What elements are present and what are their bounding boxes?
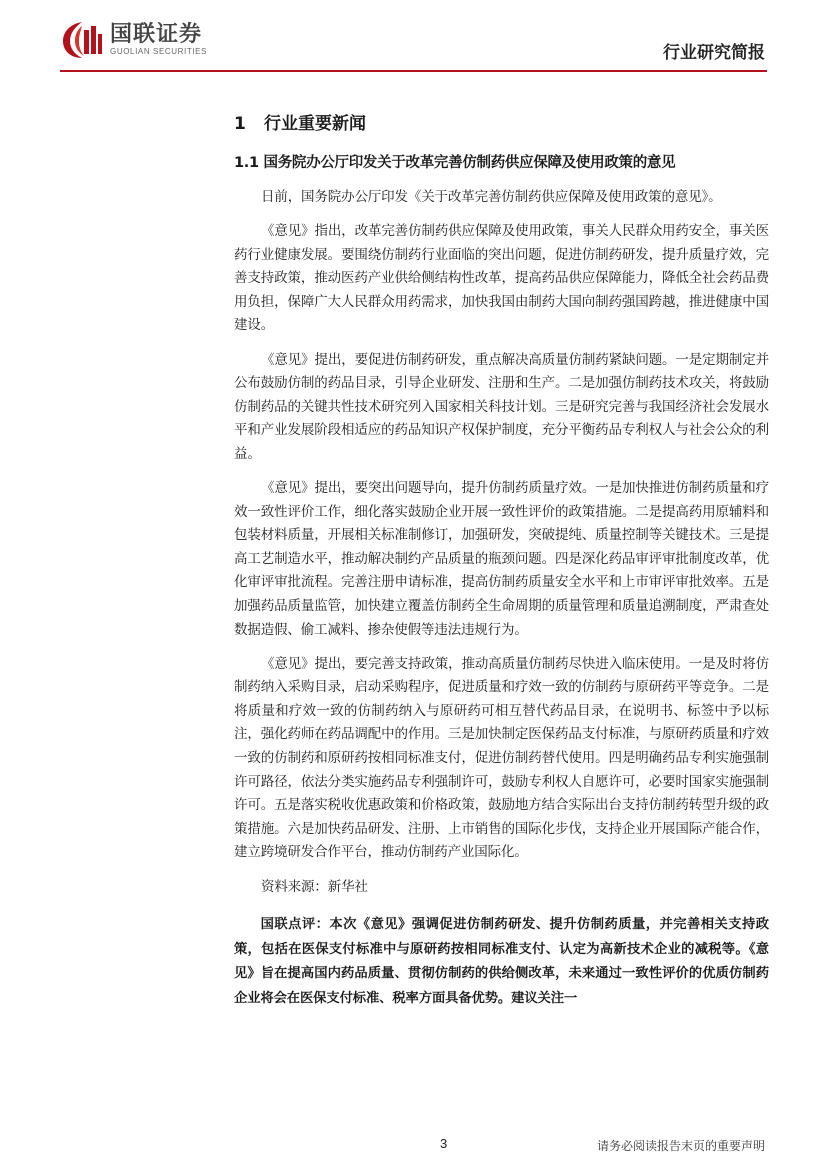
paragraph-overview: 《意见》指出，改革完善仿制药供应保障及使用政策，事关人民群众用药安全，事关医药行业健康发展。要围绕仿制药行业面临的突出问题，促进仿制药研发，提升质量疗效，完善支持政策，推动医药产业供给侧结构性改革，提高药品供应保障能力，降低全社会药品费用负担，保障广大人民群众用药需求，加快我国由制药大国向制药强国跨越，推进健康中国建设。: [234, 223, 769, 334]
source-note: 资料来源：新华社: [261, 878, 368, 895]
logo-english-name: GUOLIAN SECURITIES: [110, 47, 208, 56]
paragraph-intro: 日前，国务院办公厅印发《关于改革完善仿制药供应保障及使用政策的意见》。: [261, 189, 722, 205]
analyst-comment: 国联点评：本次《意见》强调促进仿制药研发、提升仿制药质量，并完善相关支持政策，包括在医保支付标准中与原研药按相同标准支付、认定为高新技术企业的减税等。《意见》旨在提高国内药品质量、贯彻仿制药的供给侧改革，未来通过一致性评价的优质仿制药企业将会在医保支付标准、税率方面具备优势。建议关注一: [234, 917, 769, 1006]
main-content: [234, 102, 769, 1022]
section-heading: [234, 110, 769, 138]
guolian-logo-icon: [60, 20, 104, 60]
footer-disclaimer: 请务必阅读报告末页的重要声明: [596, 1139, 765, 1153]
subsection-heading: 1.1 国务院办公厅印发关于改革完善仿制药供应保障及使用政策的意见: [234, 155, 676, 171]
paragraph-support: 《意见》提出，要完善支持政策，推动高质量仿制药尽快进入临床使用。一是及时将仿制药纳入采购目录，启动采购程序，促进质量和疗效一致的仿制药与原研药平等竞争。二是将质量和疗效一致的仿制药纳入与原研药可相互替代药品目录，在说明书、标签中予以标注，强化药师在药品调配中的作用。三是加快制定医保药品支付标准，与原研药质量和疗效一致的仿制药和原研药按相同标准支付，促进仿制药替代使用。四是明确药品专利实施强制许可路径，依法分类实施药品专利强制许可，鼓励专利权人自愿许可，必要时国家实施强制许可。五是落实税收优惠政策和价格政策，鼓励地方结合实际出台支持仿制药转型升级的政策措施。六是加快药品研发、注册、上市销售的国际化步伐，支持企业开展国际产能合作，建立跨境研发合作平台，推动仿制药产业国际化。: [234, 655, 769, 861]
guolian-logo: [60, 20, 207, 60]
section-number: 1: [234, 114, 246, 134]
section-title: 行业重要新闻: [264, 114, 366, 134]
logo-chinese-name: 国联证券: [110, 22, 203, 47]
page-header: [0, 0, 827, 80]
page-number: 3: [440, 1136, 448, 1151]
header-divider: [60, 70, 767, 72]
paragraph-rnd: 《意见》提出，要促进仿制药研发，重点解决高质量仿制药紧缺问题。一是定期制定并公布鼓励仿制的药品目录，引导企业研发、注册和生产。二是加强仿制药技术攻关，将鼓励仿制药品的关键共性技术研究列入国家相关科技计划。三是研究完善与我国经济社会发展水平和产业发展阶段相适应的药品知识产权保护制度，充分平衡药品专利权人与社会公众的利益。: [234, 351, 769, 462]
report-type-label: 行业研究简报: [663, 43, 765, 63]
paragraph-quality: 《意见》提出，要突出问题导向，提升仿制药质量疗效。一是加快推进仿制药质量和疗效一致性评价工作，细化落实鼓励企业开展一致性评价的政策措施。二是提高药用原辅料和包装材料质量，开展相关标准制修订，加强研发，突破提纯、质量控制等关键技术。三是提高工艺制造水平，推动解决制约产品质量的瓶颈问题。四是深化药品审评审批制度改革，优化审评审批流程。完善注册申请标准，提高仿制药质量安全水平和上市审评审批效率。五是加强药品质量监管，加快建立覆盖仿制药全生命周期的质量管理和质量追溯制度，严肃查处数据造假、偷工减料、掺杂使假等违法违规行为。: [234, 480, 769, 638]
